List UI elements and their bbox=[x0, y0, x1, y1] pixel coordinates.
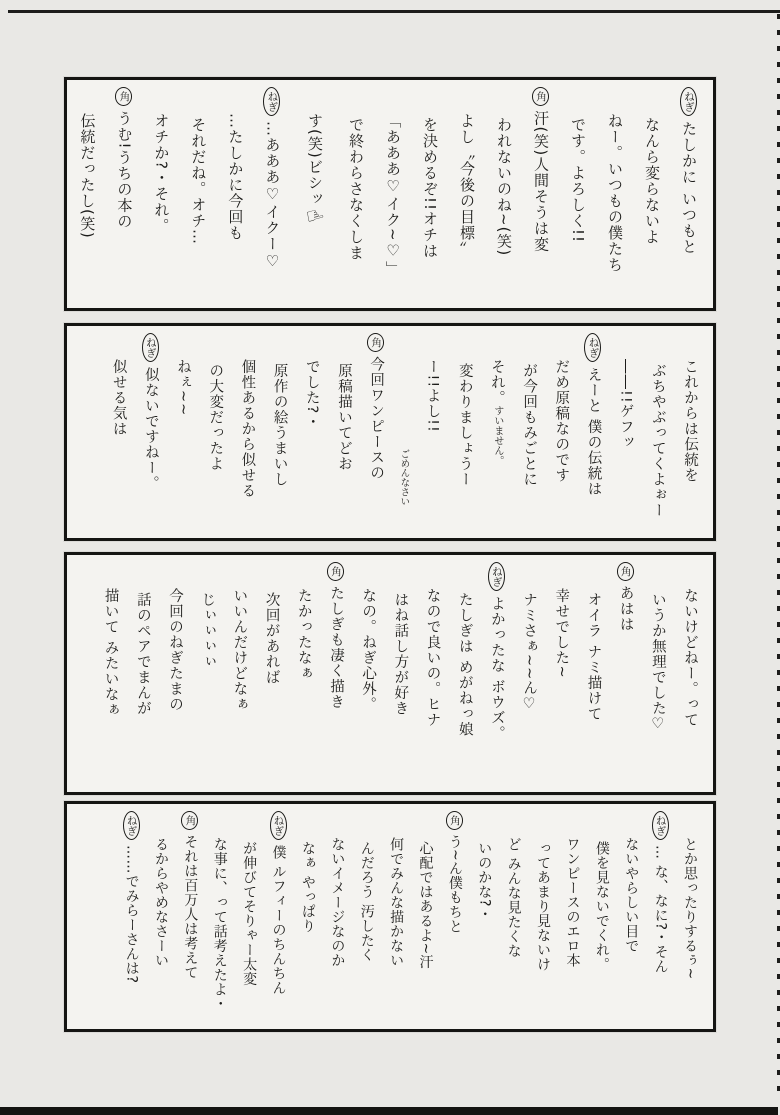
text-column bbox=[418, 85, 442, 304]
speaker-badge: ねぎ bbox=[652, 811, 669, 840]
text-column bbox=[640, 85, 664, 304]
text-column bbox=[414, 809, 436, 1025]
text-column bbox=[163, 560, 186, 788]
column-text: 汗(笑)人間そうは変 bbox=[532, 110, 550, 253]
column-text: いいんだけどなぁ bbox=[231, 588, 248, 712]
column-text: 話のペアでまんが bbox=[134, 592, 151, 716]
column-text: な事に、って話考えたよ・ bbox=[211, 837, 228, 1011]
column-text: ないイメージなのか bbox=[329, 837, 346, 968]
text-column bbox=[678, 331, 701, 534]
column-text: ごめんなさい bbox=[398, 449, 410, 506]
text-column bbox=[186, 85, 210, 304]
text-column bbox=[267, 809, 289, 1025]
text-column bbox=[171, 331, 194, 534]
column-text: が伸びてそりゃー太変 bbox=[241, 841, 258, 986]
text-column bbox=[453, 331, 476, 534]
column-text: ねー。いつもの僕たち bbox=[606, 113, 624, 273]
column-text: オチか?・それ。 bbox=[152, 113, 171, 234]
column-text: 何でみんな描かない bbox=[388, 837, 405, 968]
text-column bbox=[223, 85, 247, 304]
column-text: これからは伝統を bbox=[682, 359, 698, 483]
text-column bbox=[549, 331, 572, 534]
speaker-badge: 角 bbox=[181, 811, 198, 830]
text-column bbox=[364, 331, 387, 534]
text-column bbox=[613, 560, 636, 788]
speaker-badge: 角 bbox=[446, 811, 463, 830]
column-text: たしかに いつもと bbox=[680, 121, 698, 255]
column-text: 原稿描いてどお bbox=[335, 363, 352, 472]
column-text: 原作の絵うまいし bbox=[271, 363, 288, 487]
column-small-text: すいません。 bbox=[491, 405, 503, 466]
column-text: を決めるぞ!!オチは bbox=[421, 117, 439, 260]
column-text: じぃぃぃぃ bbox=[199, 592, 216, 670]
text-column bbox=[485, 331, 508, 534]
column-text: 次回があれば bbox=[263, 592, 280, 685]
speaker-badge: 角 bbox=[327, 562, 344, 581]
column-text: ないけどねー。って bbox=[682, 588, 698, 728]
column-text: なぁ やっぱり bbox=[299, 841, 316, 933]
text-column bbox=[388, 560, 411, 788]
scan-edge-bottom-bar bbox=[0, 1107, 778, 1115]
text-column bbox=[566, 85, 590, 304]
text-column bbox=[203, 331, 226, 534]
text-column bbox=[260, 85, 284, 304]
column-text: ぶちやぶってくよぉー bbox=[649, 363, 666, 518]
text-column bbox=[344, 85, 368, 304]
column-text: ワンピースのエロ本 bbox=[564, 837, 581, 968]
speaker-badge: ねぎ bbox=[584, 333, 601, 362]
column-text: よかったな ボウズ。 bbox=[488, 596, 505, 742]
speaker-badge: ねぎ bbox=[123, 811, 140, 840]
column-text: なんら変らないよ bbox=[643, 117, 661, 245]
column-text: あはは bbox=[617, 585, 634, 632]
panel-2-text-area bbox=[67, 326, 713, 538]
text-column bbox=[195, 560, 218, 788]
speaker-badge: 角 bbox=[532, 87, 549, 106]
text-column bbox=[561, 809, 583, 1025]
column-text: とか思ったりするぅ~ bbox=[682, 837, 698, 980]
text-column bbox=[332, 331, 355, 534]
column-text: われないのね~(笑) bbox=[495, 117, 513, 257]
text-column bbox=[238, 809, 260, 1025]
text-column bbox=[120, 809, 142, 1025]
text-column bbox=[150, 809, 172, 1025]
text-column bbox=[492, 85, 516, 304]
text-column bbox=[453, 560, 476, 788]
text-column bbox=[613, 331, 636, 534]
column-text: なの。ねぎ心外。 bbox=[360, 588, 377, 712]
column-text: ど みんな見たくな bbox=[505, 837, 522, 958]
column-text: オイラ ナミ描けて bbox=[585, 592, 602, 722]
text-column bbox=[549, 560, 572, 788]
speaker-badge: ねぎ bbox=[488, 562, 505, 591]
column-text: で終わらさなくしま bbox=[347, 117, 365, 261]
text-column bbox=[649, 809, 671, 1025]
speaker-badge: ねぎ bbox=[270, 811, 287, 840]
text-column bbox=[396, 331, 411, 534]
column-text: 今回ワンピースの bbox=[368, 356, 385, 481]
column-text: ってあまり見ないけ bbox=[535, 841, 552, 972]
pointing-hand-icon: ☝ bbox=[301, 205, 329, 226]
column-text: … な、なに?・そん bbox=[652, 845, 669, 974]
column-text: の大変だったよ bbox=[207, 363, 224, 472]
text-column bbox=[235, 331, 258, 534]
column-text: 伝統だったし(笑) bbox=[78, 113, 97, 239]
text-column bbox=[259, 560, 282, 788]
text-column bbox=[603, 85, 627, 304]
text-column bbox=[385, 809, 407, 1025]
panel-2 bbox=[64, 323, 716, 541]
column-text: 変わりましょうー bbox=[456, 363, 473, 487]
column-text: 似ないですねー。 bbox=[142, 367, 159, 491]
text-column bbox=[149, 85, 173, 304]
column-text: す(笑)ビシッ bbox=[306, 113, 324, 207]
text-column bbox=[131, 560, 154, 788]
panel-3 bbox=[64, 552, 716, 795]
column-text: はね話し方が好き bbox=[392, 592, 409, 716]
text-column bbox=[517, 560, 540, 788]
column-text: ないやらしい目で bbox=[623, 837, 640, 953]
column-text: 今回のねぎたまの bbox=[167, 588, 183, 712]
column-text: 僕を見ないでくれ。 bbox=[593, 841, 610, 972]
text-column bbox=[420, 331, 443, 534]
column-text: …あああ♡イクー♡ bbox=[263, 121, 282, 271]
text-column bbox=[529, 85, 553, 304]
text-column bbox=[106, 331, 129, 534]
panel-4-text-area bbox=[67, 804, 713, 1029]
text-column bbox=[355, 809, 377, 1025]
text-column bbox=[267, 331, 290, 534]
text-column bbox=[678, 560, 701, 788]
text-column bbox=[75, 85, 99, 304]
text-column bbox=[179, 809, 201, 1025]
column-text: なので良いの。ヒナ bbox=[424, 588, 441, 728]
column-text: んだろう 汚したく bbox=[358, 841, 375, 962]
column-text: ――!!ゲフッ bbox=[617, 359, 634, 451]
text-column bbox=[324, 560, 347, 788]
text-column bbox=[420, 560, 443, 788]
text-column bbox=[485, 560, 508, 788]
text-column bbox=[473, 809, 495, 1025]
text-column bbox=[517, 331, 540, 534]
text-column bbox=[381, 85, 405, 304]
column-text: それ。 bbox=[488, 359, 505, 406]
column-text: それだね。オチ… bbox=[189, 117, 208, 245]
column-text: 心配ではあるよ~汗 bbox=[417, 841, 434, 970]
text-column bbox=[292, 560, 315, 788]
scan-edge-top-line bbox=[8, 10, 780, 13]
column-text: 描いて みたいなぁ bbox=[102, 588, 119, 718]
speaker-badge: 角 bbox=[115, 87, 132, 106]
speaker-badge: ねぎ bbox=[263, 87, 280, 116]
text-column bbox=[443, 809, 465, 1025]
text-column bbox=[646, 331, 669, 534]
speaker-badge: 角 bbox=[367, 333, 384, 352]
column-text: たかったなぁ bbox=[295, 588, 312, 681]
column-text: いうか無理でした♡ bbox=[649, 592, 666, 733]
column-text: だめ原稿なのです bbox=[553, 359, 570, 483]
column-text: です。よろしく!! bbox=[569, 117, 587, 244]
text-column bbox=[677, 85, 701, 304]
speaker-badge: 角 bbox=[617, 562, 634, 581]
column-text: よし〝今後の目標〟 bbox=[458, 113, 476, 257]
text-column bbox=[297, 809, 319, 1025]
text-column bbox=[590, 809, 612, 1025]
column-text: 僕 ルフィーのちんちん bbox=[270, 845, 287, 995]
text-column bbox=[646, 560, 669, 788]
text-column bbox=[227, 560, 250, 788]
speaker-badge: ねぎ bbox=[142, 333, 159, 362]
column-text: う~ん僕もちと bbox=[446, 834, 463, 934]
column-text: ねぇ~~ bbox=[175, 359, 191, 417]
column-text: 似せる気は bbox=[110, 359, 127, 437]
column-text: たしぎも凄く描き bbox=[327, 585, 344, 710]
text-column bbox=[139, 331, 162, 534]
column-text: るからやめなさーい bbox=[152, 837, 169, 968]
panel-3-text-area bbox=[67, 555, 713, 792]
column-text: たしぎは めがねっ娘 bbox=[456, 592, 473, 738]
text-column bbox=[679, 809, 701, 1025]
panel-1-text-area bbox=[67, 80, 713, 308]
text-column bbox=[98, 560, 121, 788]
column-text: ー!!よし!! bbox=[424, 359, 441, 433]
panels-container bbox=[64, 77, 716, 1032]
text-column bbox=[297, 85, 331, 304]
column-text: えーと 僕の伝統は bbox=[585, 367, 602, 497]
column-text: が今回もみごとに bbox=[521, 363, 538, 487]
column-text: うむ!うちの本の bbox=[115, 110, 134, 230]
text-column bbox=[581, 331, 604, 534]
text-column bbox=[620, 809, 642, 1025]
speaker-badge: ねぎ bbox=[680, 87, 697, 116]
column-text: いのかな?・ bbox=[476, 841, 493, 922]
column-text: 個性あるから似せる bbox=[239, 359, 256, 499]
text-column bbox=[502, 809, 524, 1025]
text-column bbox=[300, 331, 323, 534]
column-text: それは百万人は考えて bbox=[182, 834, 199, 980]
column-text: でした?・ bbox=[303, 359, 320, 430]
text-column bbox=[112, 85, 136, 304]
column-text: 「あああ♡イク~♡」 bbox=[384, 113, 402, 277]
text-column bbox=[581, 560, 604, 788]
column-text: ナミさぁ~~ん♡ bbox=[521, 592, 538, 713]
text-column bbox=[326, 809, 348, 1025]
text-column bbox=[455, 85, 479, 304]
column-text: ……でみらーさんは? bbox=[123, 845, 140, 984]
text-column bbox=[208, 809, 230, 1025]
text-column bbox=[532, 809, 554, 1025]
panel-4 bbox=[64, 801, 716, 1032]
column-text: …たしかに今回も bbox=[226, 113, 245, 241]
column-text: 幸せでした~ bbox=[553, 588, 570, 679]
panel-1 bbox=[64, 77, 716, 311]
text-column bbox=[356, 560, 379, 788]
